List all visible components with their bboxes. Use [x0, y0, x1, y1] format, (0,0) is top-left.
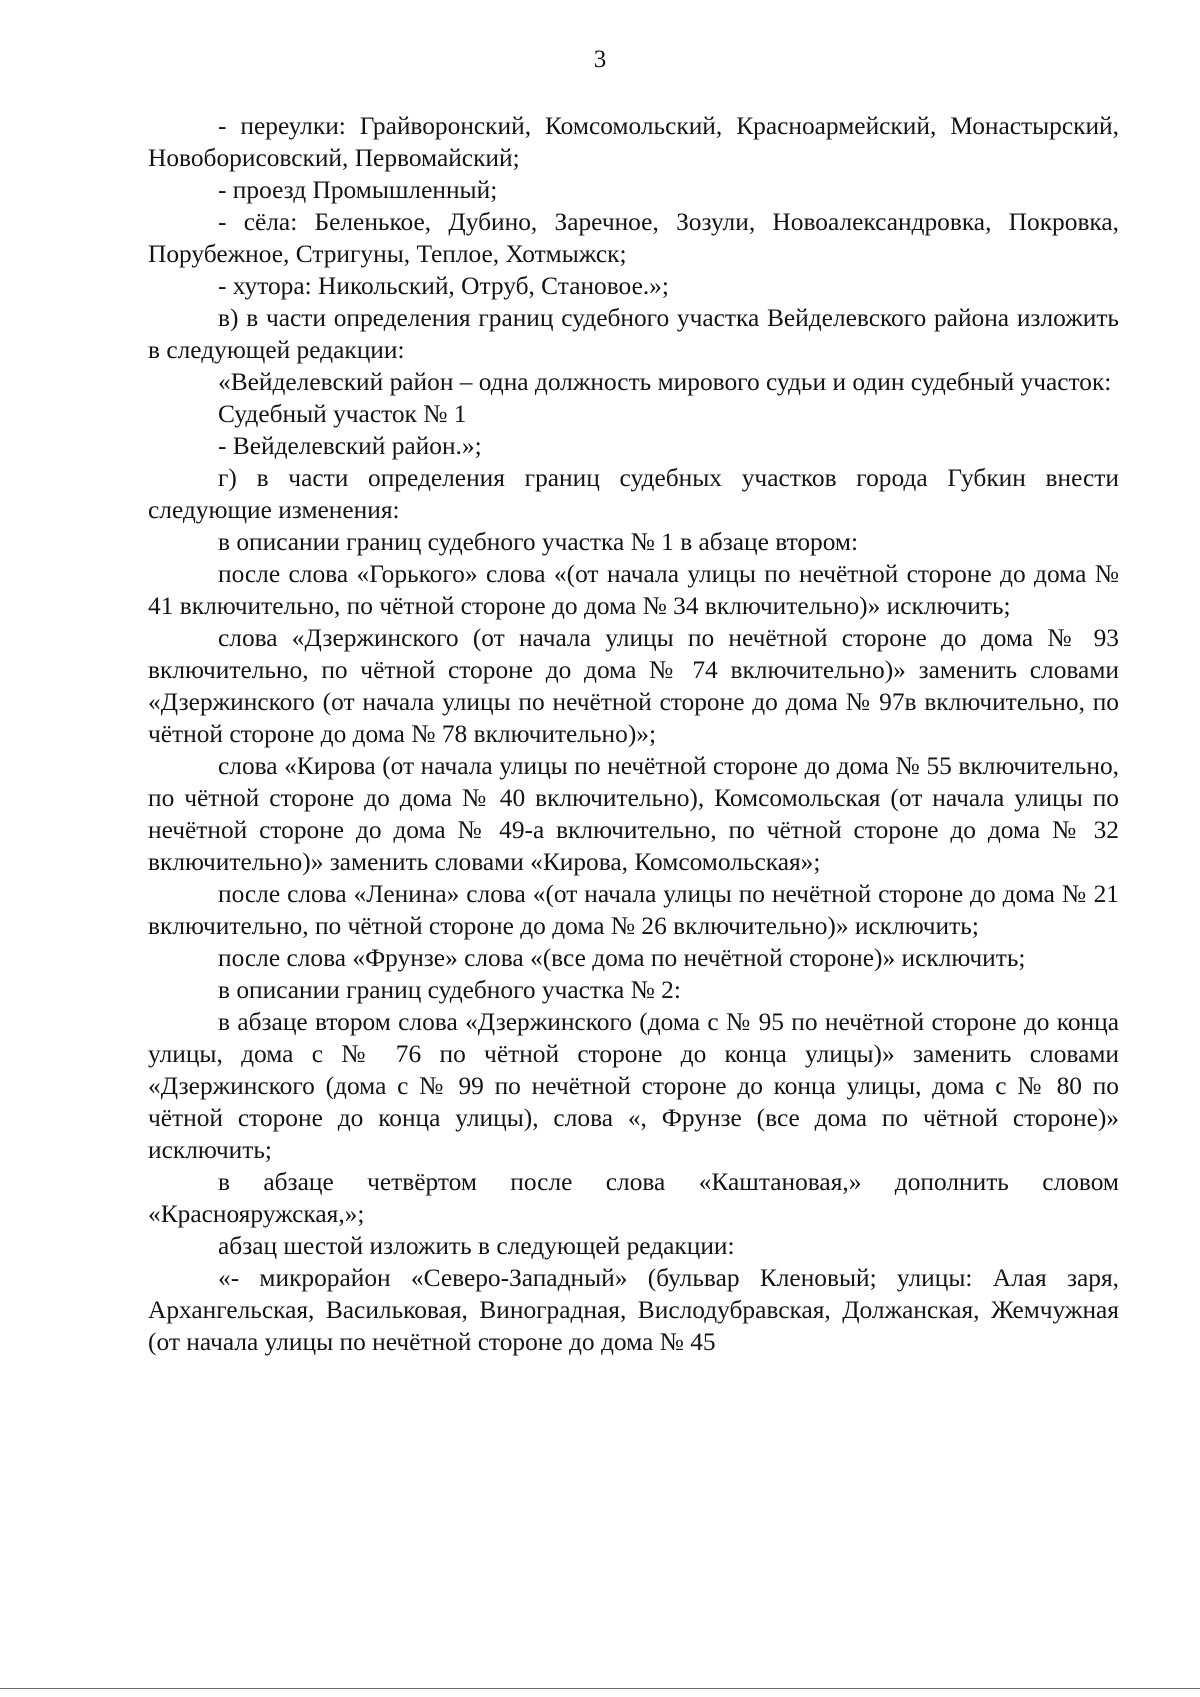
paragraph: - переулки: Грайворонский, Комсомольский, Красноармейский, Монастырский, Новоборисовский, Первомайский; — [148, 112, 1119, 172]
paragraph: - проезд Промышленный; — [218, 176, 498, 204]
paragraph: в абзаце четвёртом после слова «Каштановая,» дополнить словом «Краснояружская,»; — [148, 1168, 1119, 1228]
paragraph: в абзаце втором слова «Дзержинского (дома с № 95 по нечётной стороне до конца улицы, дома с № 76 по чётной стороне до конца улицы)» заменить словами «Дзержинского (дома с № 99 по нечётной стороне до конца улицы, дома с № 80 по чётной стороне до конца улицы), слова «, Фрунзе (все дома по чётной стороне)» исключить; — [148, 1008, 1119, 1164]
paragraph: - сёла: Беленькое, Дубино, Заречное, Зозули, Новоалександровка, Покровка, Порубежное, Стригуны, Теплое, Хотмыжск; — [148, 208, 1119, 268]
page-number: 3 — [593, 46, 607, 73]
paragraph: после слова «Ленина» слова «(от начала улицы по нечётной стороне до дома № 21 включительно, по чётной стороне до дома № 26 включительно)» исключить; — [148, 880, 1119, 940]
paragraph: после слова «Горького» слова «(от начала улицы по нечётной стороне до дома № 41 включительно, по чётной стороне до дома № 34 включительно)» исключить; — [148, 560, 1119, 620]
paragraph: Судебный участок № 1 — [218, 400, 467, 428]
document-body — [148, 110, 1119, 1358]
paragraph: - Вейделевский район.»; — [218, 432, 482, 460]
paragraph: слова «Кирова (от начала улицы по нечётной стороне до дома № 55 включительно, по чётной стороне до дома № 40 включительно), Комсомольская (от начала улицы по нечётной стороне до дома № 49-а включительно, по чётной стороне до дома № 32 включительно)» заменить словами «Кирова, Комсомольская»; — [148, 752, 1119, 876]
paragraph: г) в части определения границ судебных участков города Губкин внести следующие изменения: — [148, 464, 1119, 524]
paragraph: слова «Дзержинского (от начала улицы по нечётной стороне до дома № 93 включительно, по чётной стороне до дома № 74 включительно)» заменить словами «Дзержинского (от начала улицы по нечётной стороне до дома № 97в включительно, по чётной стороне до дома № 78 включительно)»; — [148, 624, 1119, 748]
paragraph: в описании границ судебного участка № 1 в абзаце втором: — [218, 528, 859, 556]
scan-bottom-edge — [0, 1688, 1200, 1689]
paragraph: - хутора: Никольский, Отруб, Становое.»; — [218, 272, 669, 300]
paragraph: «- микрорайон «Северо-Западный» (бульвар Кленовый; улицы: Алая заря, Архангельская, Васильковая, Виноградная, Вислодубравская, Должанская, Жемчужная (от начала улицы по нечётной стороне до дома № 45 — [148, 1264, 1119, 1356]
paragraph: после слова «Фрунзе» слова «(все дома по нечётной стороне)» исключить; — [218, 944, 1026, 972]
paragraph: в) в части определения границ судебного участка Вейделевского района изложить в следующей редакции: — [148, 304, 1119, 364]
paragraph: абзац шестой изложить в следующей редакции: — [218, 1232, 735, 1260]
paragraph: в описании границ судебного участка № 2: — [218, 976, 681, 1004]
paragraph: «Вейделевский район – одна должность мирового судьи и один судебный участок: — [218, 368, 1112, 396]
